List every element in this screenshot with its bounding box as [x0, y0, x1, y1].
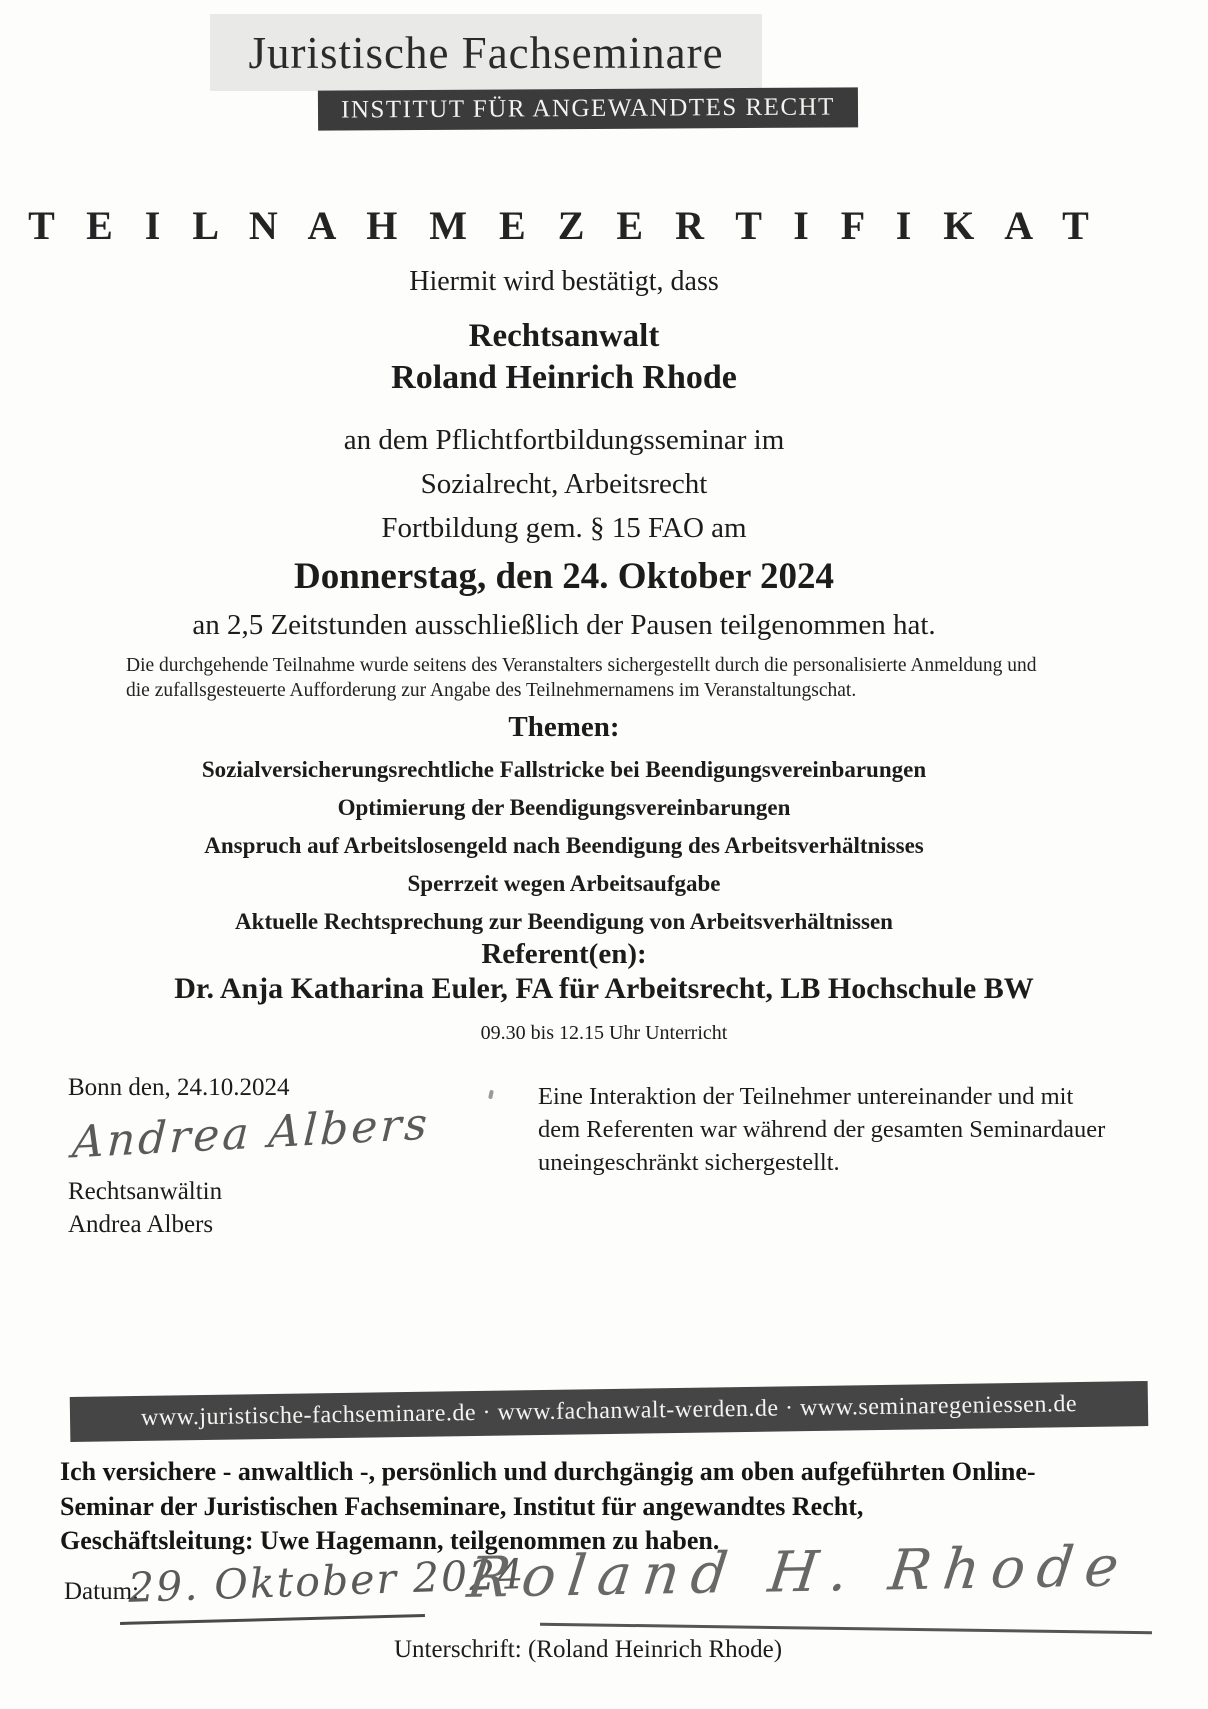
speaker-line: Dr. Anja Katharina Euler, FA für Arbeitsrecht, LB Hochschule BW: [174, 972, 1034, 1005]
topic-item: Sperrzeit wegen Arbeitsaufgabe: [407, 871, 721, 896]
interaction-note: Eine Interaktion der Teilnehmer untereinander und mit dem Referenten war während der gesamten Seminardauer uneingeschränkt sichergestellt.: [538, 1083, 1106, 1176]
signature-roland-rhode: Roland H. Rhode: [464, 1534, 1135, 1611]
seminar-subject-line: Sozialrecht, Arbeitsrecht: [420, 468, 708, 500]
attendee-role: Rechtsanwalt: [468, 318, 660, 354]
date-label: Datum:: [64, 1578, 139, 1605]
topic-item: Optimierung der Beendigungsvereinbarungen: [337, 795, 791, 820]
institut-banner: [318, 87, 858, 130]
seminar-type-line: an dem Pflichtfortbildungsseminar im: [343, 424, 785, 456]
topics-heading: Themen:: [508, 711, 620, 743]
intro-line: Hiermit wird bestätigt, dass: [409, 266, 719, 297]
logo-box: [210, 14, 762, 91]
date-underline: [120, 1614, 425, 1625]
speaker-heading: Referent(en):: [481, 938, 647, 970]
topics-list: [0, 751, 1168, 941]
place-date-line: Bonn den, 24.10.2024: [68, 1074, 290, 1101]
scan-mark: [488, 1090, 494, 1100]
topic-item: Sozialversicherungsrechtliche Fallstricke bei Beendigungsvereinbarungen: [201, 757, 927, 782]
topic-item: Aktuelle Rechtsprechung zur Beendigung von Arbeitsverhältnissen: [235, 909, 893, 934]
seminar-date: Donnerstag, den 24. Oktober 2024: [294, 556, 834, 597]
logo-title: Juristische Fachseminare: [248, 27, 724, 78]
duration-line: an 2,5 Zeitstunden ausschließlich der Pausen teilgenommen hat.: [192, 609, 936, 641]
attendance-note: Die durchgehende Teilnahme wurde seitens des Veranstalters sichergestellt durch die personalisierte Anmeldung und die zufallsgesteuerte Aufforderung zur Angabe des Teilnehmernamens im Veranstaltungschat.: [126, 655, 1037, 701]
signature-caption: Unterschrift: (Roland Heinrich Rhode): [393, 1636, 783, 1663]
signature-line: [540, 1623, 1152, 1635]
handwritten-date: 29. Oktober 2024: [127, 1550, 527, 1612]
issuer-role: Rechtsanwältin: [68, 1178, 223, 1205]
declaration-text: Ich versichere - anwaltlich -, persönlich und durchgängig am oben aufgeführten Online-Seminar der Juristischen Fachseminare, Institut für angewandtes Recht, Geschäftsleitung: Uwe Hagemann, teilgenommen zu haben.: [60, 1457, 1036, 1555]
class-time-line: 09.30 bis 12.15 Uhr Unterricht: [480, 1022, 728, 1044]
certificate-title: T E I L N A H M E Z E R T I F I K A T: [28, 203, 1100, 248]
seminar-fao-line: Fortbildung gem. § 15 FAO am: [381, 512, 747, 544]
topic-item: Anspruch auf Arbeitslosengeld nach Beendigung des Arbeitsverhältnisses: [204, 833, 924, 858]
signature-andrea-albers: Andrea Albers: [70, 1098, 432, 1169]
attendee-name: Roland Heinrich Rhode: [391, 359, 737, 396]
institut-banner-label: INSTITUT FÜR ANGEWANDTES RECHT: [340, 93, 835, 124]
websites-banner-label: www.juristische-fachseminare.de · www.fachanwalt-werden.de · www.seminaregeniessen.de: [140, 1391, 1078, 1431]
websites-banner: [70, 1381, 1149, 1442]
issuer-name: Andrea Albers: [68, 1211, 214, 1238]
